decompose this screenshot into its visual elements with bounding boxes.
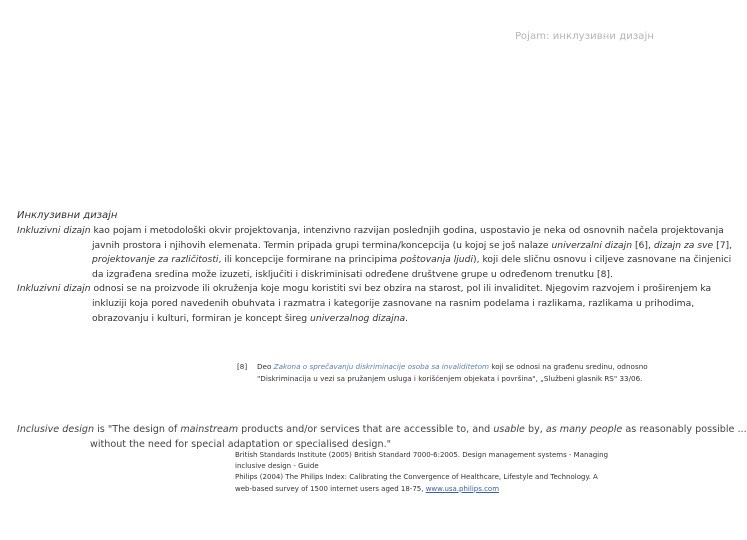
definition-en-line-2: without the need for special adaptation or specialised design.": [90, 438, 392, 450]
definition-line-7: [17, 312, 707, 327]
definition-text: kao pojam i metodološki okvir projektovanja, intenzivno razvijan poslednjih godina, uspostavio je neka od osnovnih načela projektovanja: [90, 225, 724, 236]
footnote-line-2: "Diskriminacija u vezi sa pružanjem usluga i korišćenjem objekata i površina", „Službeni glasnik RS" 33/06.: [257, 374, 643, 383]
definition-line-1: [17, 224, 724, 239]
reference-2-line-1: Philips (2004) The Philips Index: Calibrating the Convergence of Healthcare, Lifestyle and Technology. A: [235, 473, 598, 482]
header-title: Pojam: инклузивни дизајн: [515, 31, 654, 42]
references: [235, 450, 608, 495]
reference-text: web-based survey of 1500 internet users aged 18-75,: [235, 484, 426, 493]
philips-link[interactable]: www.usa.philips.com: [425, 484, 500, 493]
definition-line-2: [17, 239, 733, 254]
citation: [7],: [713, 239, 733, 251]
definition-line-6: [17, 297, 707, 312]
definition-text: is "The design of: [94, 424, 181, 435]
definition-text: obrazovanju i kulturi, formiran je koncept šireg: [92, 312, 311, 324]
definition-en-line-1: [17, 423, 747, 438]
footnote: [237, 361, 648, 385]
term-projektovanje-za-razlicitosti: projektovanje za različitosti: [92, 254, 219, 266]
definition-text: da izgrađena sredina može izuzeti, isključiti i diskriminisati određene društvene grupe u određenom trenutku [8].: [92, 268, 613, 280]
definition-line-4: [17, 268, 707, 283]
law-link[interactable]: Zakona o sprečavanju diskriminacije osoba sa invaliditetom: [273, 362, 490, 371]
term-univerzalnog-dizajna: univerzalnog dizajna: [310, 312, 406, 324]
term-usable: usable: [493, 424, 525, 435]
footnote-line-1: [237, 361, 648, 373]
term-inkluzivni-dizajn: Inkluzivni dizajn: [17, 225, 91, 236]
section-title: Инклузивни дизајн: [17, 210, 118, 221]
term-dizajn-za-sve: dizajn za sve: [653, 239, 714, 251]
footnote-text: koji se odnosi na građenu sredinu, odnosno: [489, 362, 648, 371]
definition-line-5: [17, 282, 712, 297]
definition-text: odnosi se na proizvode ili okruženja koje mogu koristiti svi bez obzira na starost, pol ili invaliditet. Njegovim razvojem i proširenjem ka: [90, 283, 712, 295]
reference-2-line-2: [235, 484, 608, 495]
citation: [6],: [632, 239, 654, 251]
term-mainstream: mainstream: [180, 424, 239, 435]
definition-text: .: [405, 312, 409, 324]
definition-text: products and/or services that are accessible to, and: [238, 424, 494, 435]
definition-text: , ili koncepcije formirane na principima: [218, 254, 401, 266]
term-inkluzivni-dizajn: Inkluzivni dizajn: [17, 283, 91, 295]
footnote-marker: [8]: [237, 362, 248, 371]
definition-text: ), koji dele sličnu osnovu i ciljeve zasnovane na činjenici: [473, 254, 732, 266]
definition-text: inkluziji koja pored navedenih obuhvata i razmatra i kategorije zasnovane na rasnim podelama i razlikama, razlikama u prihodima,: [92, 297, 695, 309]
definition-line-3: [17, 253, 732, 268]
footnote-text: Deo: [257, 362, 274, 371]
term-univerzalni-dizajn: univerzalni dizajn: [551, 239, 633, 251]
reference-1-line-2: inclusive design - Guide: [235, 462, 319, 471]
definition-serbian: [17, 224, 733, 326]
definition-text: by,: [524, 424, 546, 435]
reference-1-line-1: British Standards Institute (2005) British Standard 7000-6:2005. Design management systems - Managing: [235, 451, 609, 459]
term-inclusive-design: Inclusive design: [17, 424, 95, 435]
definition-text: as reasonably possible ...: [622, 424, 747, 435]
term-postovanja-ljudi: poštovanja ljudi: [400, 254, 474, 266]
definition-english: [17, 423, 747, 452]
definition-text: javnih prostora i njihovih elemenata. Termin pripada grupi termina/koncepcija (u kojoj se još nalaze: [92, 239, 552, 251]
term-as-many-people: as many people: [545, 424, 623, 435]
